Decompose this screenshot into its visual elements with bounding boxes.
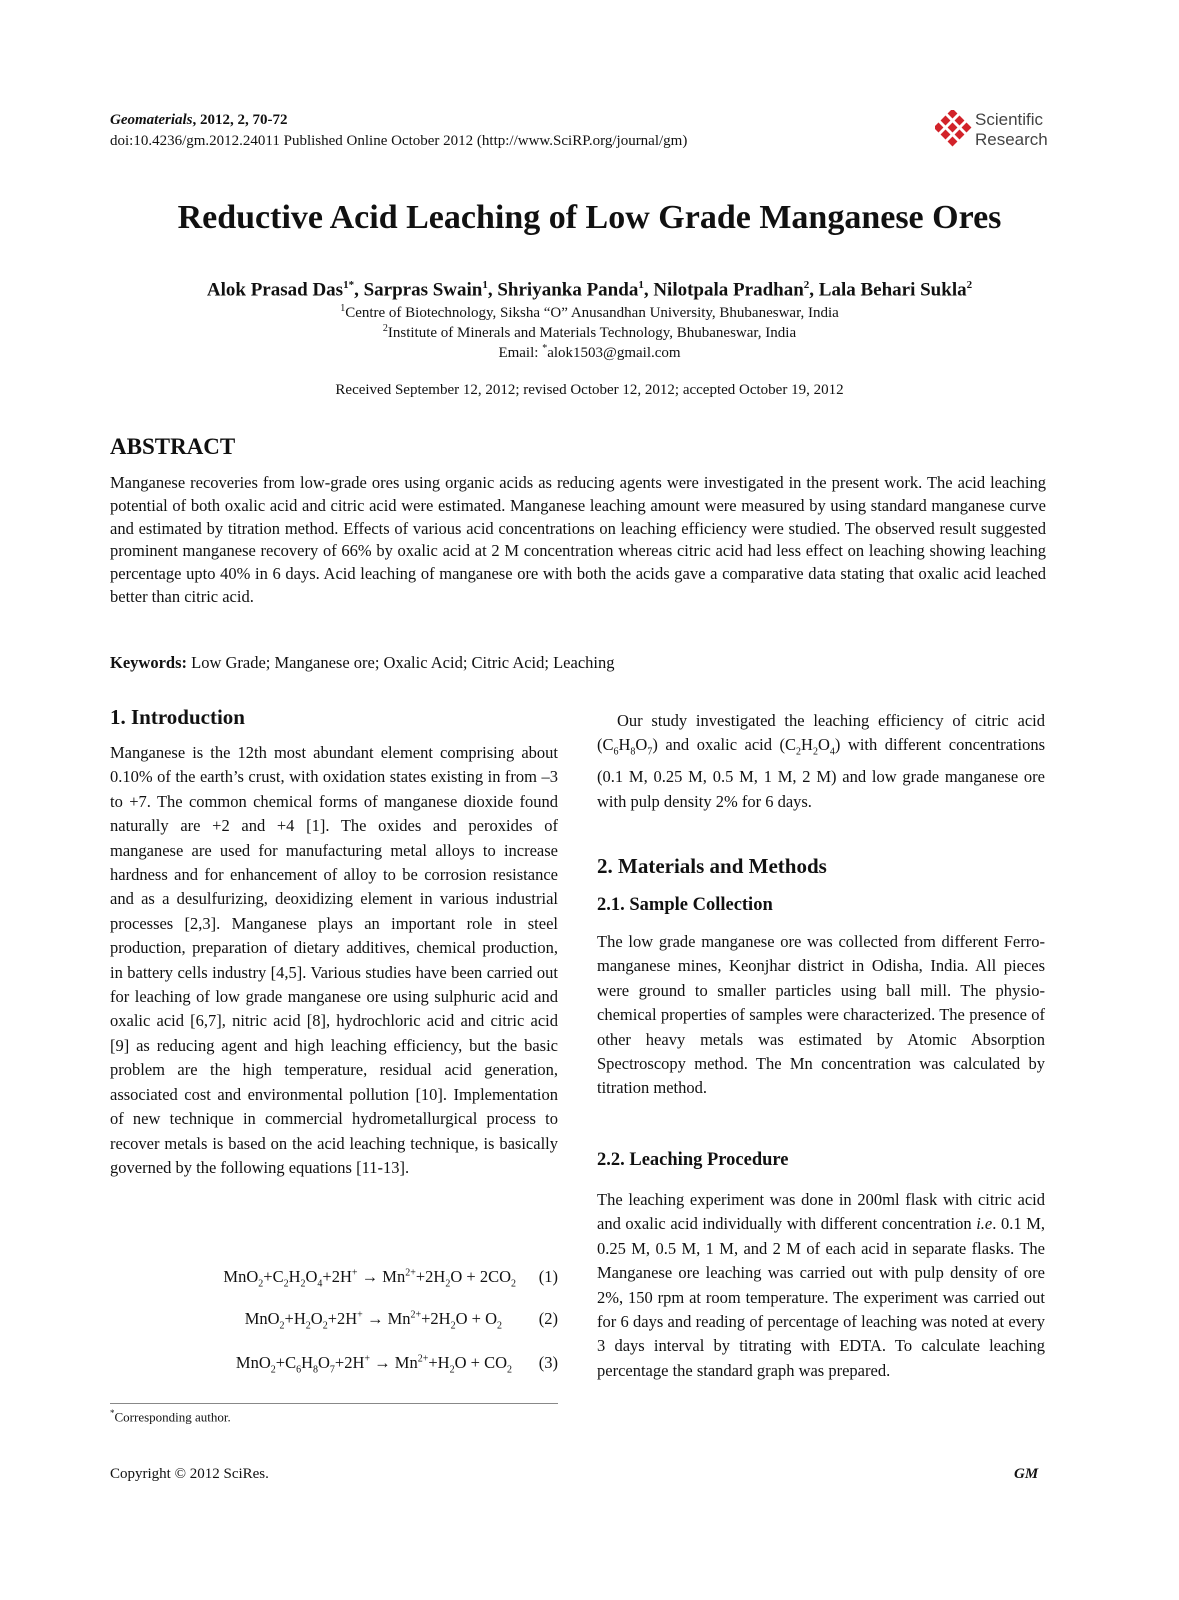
affiliation: $^2$Institute of Minerals and Materials Technology, Bhubaneswar, India xyxy=(382,323,797,341)
intro-column xyxy=(110,741,558,1180)
sample-collection-text: The low grade manganese ore was collected from different Ferro-manganese mines, Keonjhar district in Odisha, India. All pieces were ground to smaller particles using ball mill. The physio-chemical properties of samples were characterized. The presence of other heavy metals was estimated by Atomic Absorption Spectroscopy method. The Mn concentration was calculated by titration method. xyxy=(597,932,1045,1098)
equation-number: (2) xyxy=(538,1309,558,1328)
publisher-name: Scientific Research xyxy=(975,110,1048,149)
journal-abbreviation: GM xyxy=(1014,1466,1039,1482)
leaching-procedure-text: The leaching experiment was done in 200ml flask with citric acid and oxalic acid individually with different concentration i.e. 0.1 M, 0.25 M, 0.5 M, 1 M, and 2 M of each acid in separate flasks. The Manganese ore leaching was carried out with pulp density of ore 2%, 150 rpm at room temperature. The experiment was carried out for 6 days and reading of percentage of leaching was noted at every 3 days interval by titrating with EDTA. To calculate leaching percentage the standard graph was prepared. xyxy=(597,1190,1045,1380)
copyright-footer: Copyright © 2012 SciRes. xyxy=(110,1466,269,1482)
equation-2: $MnO_2+H_2O_2+2H^+ \to Mn^{2+}+2H_2O + O_2$ (2) xyxy=(244,1309,558,1332)
author-name: Nilotpala Pradhan xyxy=(653,279,804,301)
intro-heading: 1. Introduction xyxy=(110,705,245,729)
intro-paragraph-2: Our study investigated the leaching efficiency of citric acid $(C_6H_8O_7)$ and oxalic acid $(C_2H_2O_4)$ with different concentrations (0.1 M, 0.25 M, 0.5 M, 1 M, 2 M) and low grade manganese ore with pulp density 2% for 6 days. xyxy=(597,711,1045,811)
abstract-text: Manganese recoveries from low-grade ores using organic acids as reducing agents were investigated in the present work. The acid leaching potential of both oxalic acid and citric acid were estimated. Manganese leaching amount were measured by using standard manganese curve and estimated by titration method. Effects of various acid concentrations on leaching efficiency were studied. The observed result suggested prominent manganese recovery of 66% by oxalic acid at 2 M concentration whereas citric acid had less effect on leaching showing leaching percentage upto 40% in 6 days. Acid leaching of manganese ore with both the acids gave a comparative data stating that oxalic acid leached better than citric acid. xyxy=(110,473,1046,606)
journal-name: Geomaterials xyxy=(110,112,193,128)
intro-continued xyxy=(597,709,1045,814)
author-list: Alok Prasad Das$^{1*}$, Sarpras Swain$^1$, Shriyanka Panda$^1$, Nilotpala Pradhan$^2$, Lala Behari Sukla$^2$ xyxy=(206,279,973,301)
doi-line: doi:10.4236/gm.2012.24011 Published Online October 2012 (http://www.SciRP.org/journal/gm) xyxy=(110,133,688,149)
equation-3: $MnO_2+C_6H_8O_7+2H^+ \to Mn^{2+}+H_2O + CO_2$ (3) xyxy=(235,1353,558,1376)
methods-heading: 2. Materials and Methods xyxy=(597,854,827,878)
author-name: Sarpras Swain xyxy=(363,279,483,301)
sample-collection-heading: 2.1. Sample Collection xyxy=(597,895,773,915)
email-link[interactable]: alok1503@gmail.com xyxy=(547,345,681,361)
equation-number: (3) xyxy=(538,1353,558,1372)
author-name: Alok Prasad Das xyxy=(206,279,344,301)
equation-1: $MnO_2+C_2H_2O_4+2H^+ \to Mn^{2+}+2H_2O + 2CO_2$ (1) xyxy=(223,1267,558,1290)
publisher-logo-icon xyxy=(935,110,973,150)
affiliation: $^1$Centre of Biotechnology, Siksha “O” Anusandhan University, Bhubaneswar, India xyxy=(340,303,839,321)
volume-info: , 2012, 2, 70-72 xyxy=(192,112,288,128)
abstract-heading: ABSTRACT xyxy=(110,434,236,459)
publisher-logo xyxy=(935,110,1055,152)
email-line: Email: *alok1503@gmail.com xyxy=(498,343,681,361)
citation-line xyxy=(110,110,687,131)
keywords: Keywords: Low Grade; Manganese ore; Oxalic Acid; Citric Acid; Leaching xyxy=(110,653,615,672)
equation-number: (1) xyxy=(538,1267,558,1286)
footnote: *Corresponding author. xyxy=(110,1408,231,1425)
paper-title: Reductive Acid Leaching of Low Grade Manganese Ores xyxy=(177,199,1002,236)
author-name: Shriyanka Panda xyxy=(497,279,639,301)
intro-paragraph: Manganese is the 12th most abundant element comprising about 0.10% of the earth’s crust, with oxidation states existing in from –3 to +7. The common chemical forms of manganese dioxide found naturally are +2 and +4 [1]. The oxides and peroxides of manganese are used for manufacturing metal alloys to increase hardness and for enhancement of alloy to be corrosion resistance and as a desulfurizing, deoxidizing element in various industrial processes [2,3]. Manganese plays an important role in steel production, preparation of dietary additives, chemical production, in battery cells industry [4,5]. Various studies have been carried out for leaching of low grade manganese ore using sulphuric acid and oxalic acid [6,7], nitric acid [8], hydrochloric acid and citric acid [9] as reducing agent and high leaching efficiency, but the basic problem are the high temperature, residual acid generation, associated cost and environmental pollution [10]. Implementation of new technique in commercial hydrometallurgical process to recover metals is based on the acid leaching technique, is basically governed by the following equations [11-13]. xyxy=(110,743,558,1177)
footnote-rule xyxy=(110,1403,558,1404)
author-name: Lala Behari Sukla xyxy=(818,279,967,301)
received-dates: Received September 12, 2012; revised October 12, 2012; accepted October 19, 2012 xyxy=(335,382,844,398)
leaching-procedure-heading: 2.2. Leaching Procedure xyxy=(597,1150,789,1170)
journal-header xyxy=(110,110,687,152)
